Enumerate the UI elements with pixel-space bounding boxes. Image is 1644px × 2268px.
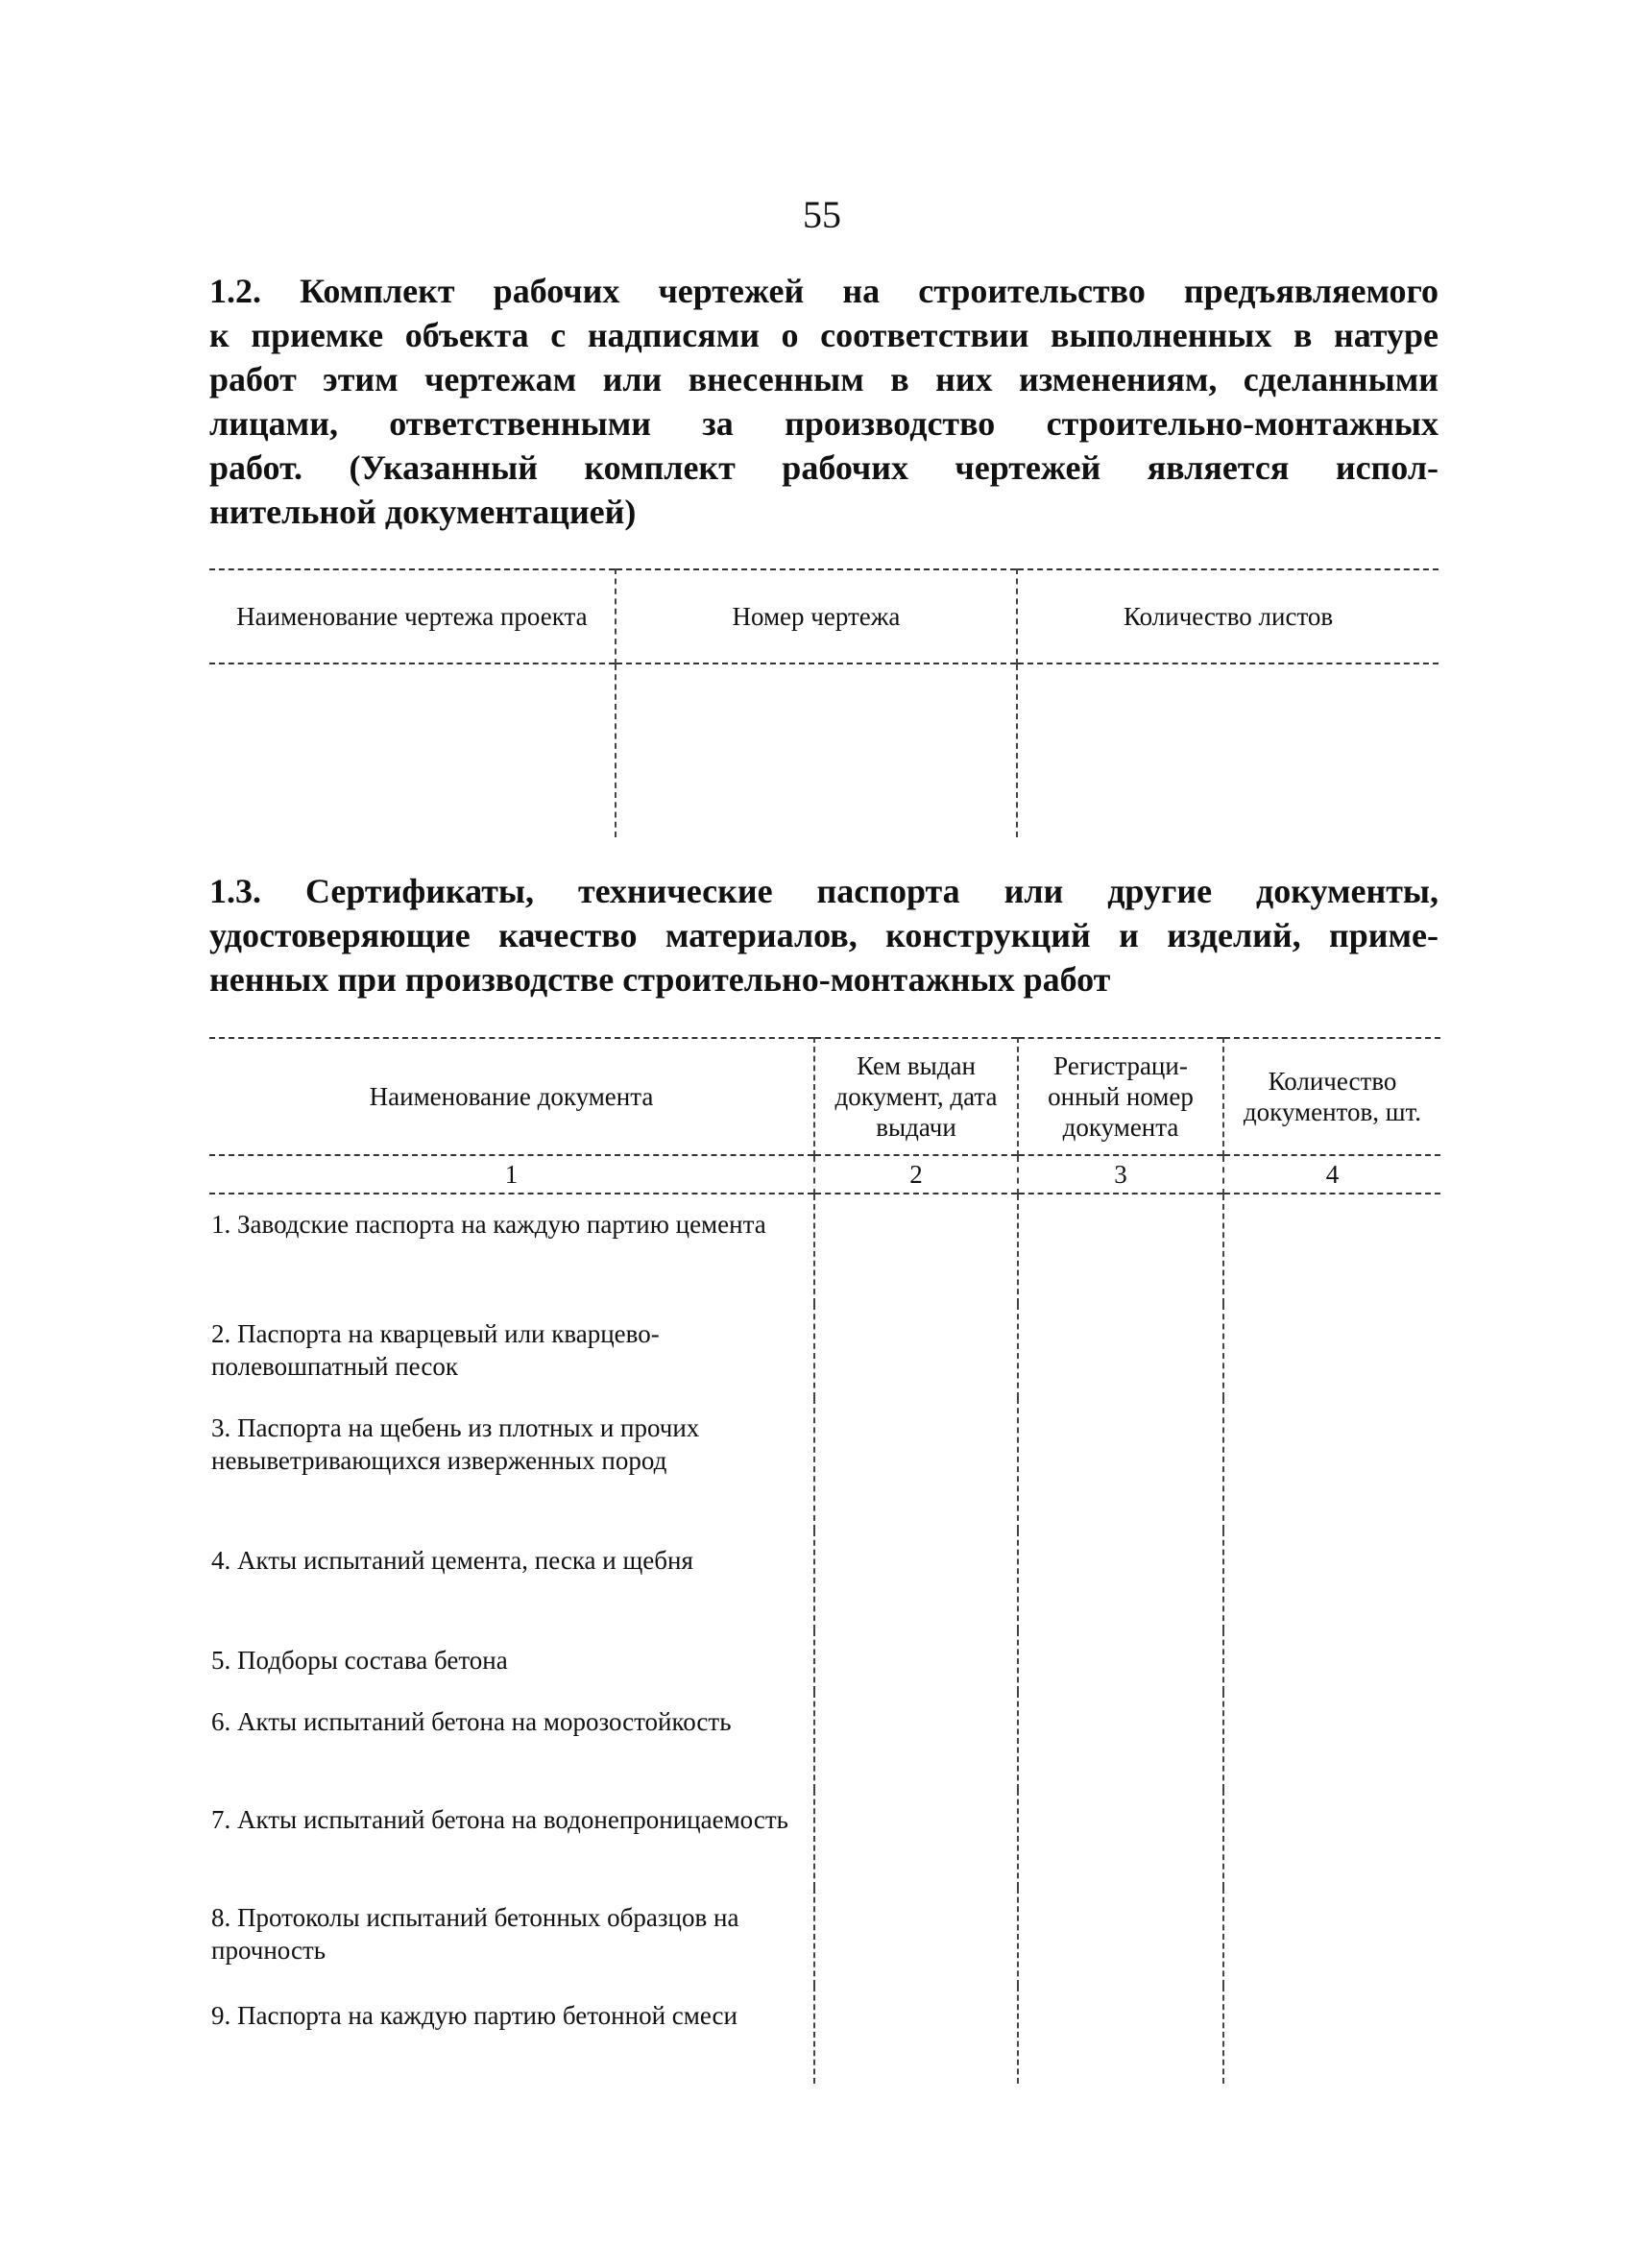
- empty-cell[interactable]: [814, 1692, 1018, 1790]
- column-number: 3: [1018, 1155, 1223, 1194]
- empty-cell[interactable]: [1223, 1194, 1440, 1304]
- row-label: 7. Акты испытаний бетона на водонепроницаемость: [211, 1805, 788, 1834]
- column-header-document-count: Количество документов, шт.: [1223, 1038, 1440, 1155]
- heading-line: ненных при производстве строительно-монтажных работ: [209, 960, 1111, 999]
- empty-cell[interactable]: [814, 1888, 1018, 1986]
- row-label: 9. Паспорта на каждую партию бетонной смеси: [211, 2001, 737, 2030]
- empty-cell[interactable]: [1018, 1304, 1223, 1398]
- empty-cell[interactable]: [1223, 1398, 1440, 1531]
- quality-documents-table: [209, 1037, 1440, 2084]
- empty-cell[interactable]: [1223, 1790, 1440, 1888]
- empty-cell[interactable]: [814, 1790, 1018, 1888]
- row-label: 2. Паспорта на кварцевый или кварцево-полевошпатный песок: [211, 1319, 660, 1381]
- empty-cell[interactable]: [1018, 1531, 1223, 1630]
- column-header-drawing-name: Наименование чертежа проекта: [236, 602, 588, 631]
- table-header-row: [209, 569, 1438, 664]
- table-row: [209, 1692, 1440, 1790]
- table-row: [209, 1630, 1440, 1692]
- empty-cell[interactable]: [814, 1531, 1018, 1630]
- empty-cell[interactable]: [209, 664, 616, 837]
- section-1-3-heading: [209, 869, 1438, 1001]
- empty-cell[interactable]: [814, 1304, 1018, 1398]
- row-label: 3. Паспорта на щебень из плотных и прочих невыветривающихся изверженных пород: [211, 1413, 700, 1475]
- column-header-drawing-number: Номер чертежа: [616, 569, 1017, 664]
- column-number-row: [209, 1155, 1440, 1194]
- heading-line: лицами, ответственными за производство строительно-монтажных: [209, 404, 1438, 443]
- row-label: 6. Акты испытаний бетона на морозостойкость: [211, 1707, 732, 1736]
- empty-cell[interactable]: [1223, 1986, 1440, 2084]
- heading-line: работ этим чертежам или внесенным в них изменениям, сделанными: [209, 360, 1438, 398]
- empty-cell[interactable]: [1223, 1531, 1440, 1630]
- empty-cell[interactable]: [1223, 1630, 1440, 1692]
- empty-cell[interactable]: [814, 1630, 1018, 1692]
- heading-line: нительной документацией): [209, 493, 637, 531]
- heading-line: 1.2. Комплект рабочих чертежей на строительство предъявляемого: [209, 272, 1438, 310]
- empty-cell[interactable]: [814, 1986, 1018, 2084]
- empty-cell[interactable]: [1018, 1398, 1223, 1531]
- column-header-registration-number: Регистраци-онный номер документа: [1018, 1038, 1223, 1155]
- table-row: [209, 1888, 1440, 1986]
- column-header-document-name: Наименование документа: [369, 1082, 654, 1111]
- table-row: [209, 1531, 1440, 1630]
- empty-cell[interactable]: [814, 1194, 1018, 1304]
- empty-cell[interactable]: [1018, 1630, 1223, 1692]
- column-number: 1: [504, 1160, 519, 1189]
- heading-line: к приемке объекта с надписями о соответствии выполненных в натуре: [209, 316, 1438, 354]
- row-label: 5. Подборы состава бетона: [211, 1646, 508, 1675]
- empty-cell[interactable]: [1018, 1194, 1223, 1304]
- empty-cell[interactable]: [1018, 1986, 1223, 2084]
- section-1-2-heading: [209, 269, 1438, 534]
- empty-cell[interactable]: [1223, 1888, 1440, 1986]
- table-row: [209, 1790, 1440, 1888]
- row-label: 1. Заводские паспорта на каждую партию цемента: [211, 1210, 766, 1239]
- table-row: [209, 1398, 1440, 1531]
- column-header-issued-by: Кем выдан документ, дата выдачи: [814, 1038, 1018, 1155]
- heading-line: работ. (Указанный комплект рабочих чертежей является испол-: [209, 448, 1438, 487]
- column-number: 4: [1223, 1155, 1440, 1194]
- table-row: [209, 1304, 1440, 1398]
- page-number: 55: [803, 193, 841, 236]
- empty-cell[interactable]: [1223, 1692, 1440, 1790]
- table-row: [209, 664, 1438, 837]
- empty-cell[interactable]: [616, 664, 1017, 837]
- column-header-sheet-count: Количество листов: [1017, 569, 1438, 664]
- empty-cell[interactable]: [1017, 664, 1438, 837]
- drawings-table: [209, 568, 1438, 837]
- table-row: [209, 1986, 1440, 2084]
- row-label: 4. Акты испытаний цемента, песка и щебня: [211, 1546, 693, 1575]
- heading-line: удостоверяющие качество материалов, конструкций и изделий, приме-: [209, 916, 1438, 954]
- empty-cell[interactable]: [1018, 1888, 1223, 1986]
- empty-cell[interactable]: [1018, 1790, 1223, 1888]
- empty-cell[interactable]: [814, 1398, 1018, 1531]
- empty-cell[interactable]: [1018, 1692, 1223, 1790]
- table-row: [209, 1194, 1440, 1304]
- empty-cell[interactable]: [1223, 1304, 1440, 1398]
- table-header-row: [209, 1038, 1440, 1155]
- column-number: 2: [814, 1155, 1018, 1194]
- heading-line: 1.3. Сертификаты, технические паспорта или другие документы,: [209, 872, 1438, 910]
- row-label: 8. Протоколы испытаний бетонных образцов на прочность: [211, 1903, 739, 1965]
